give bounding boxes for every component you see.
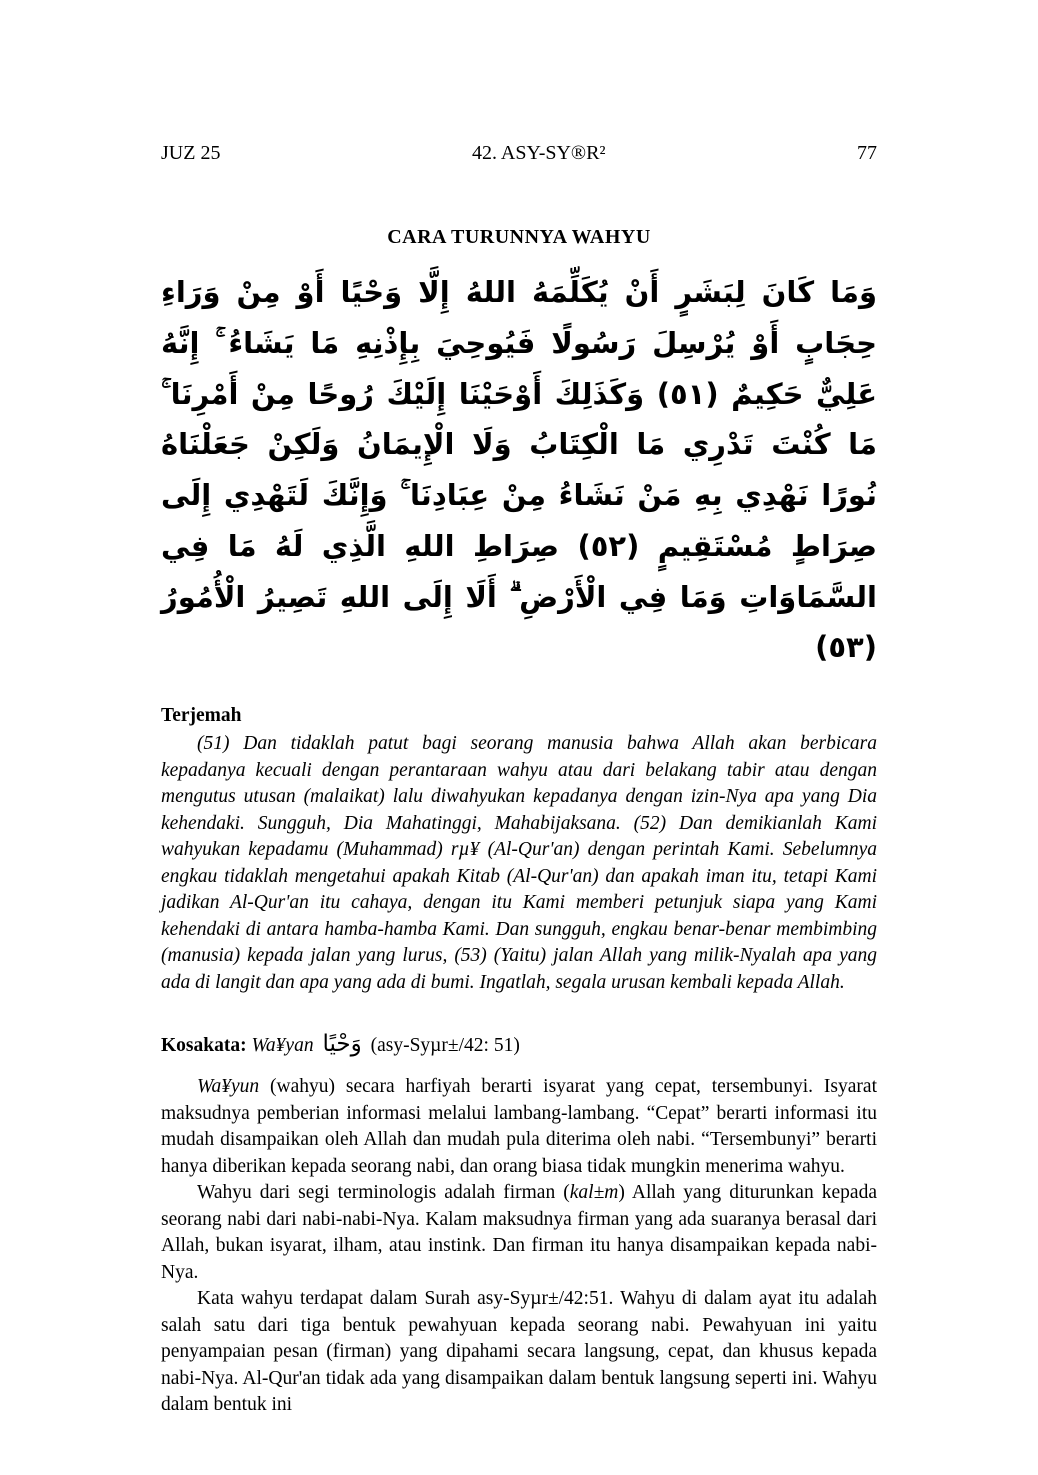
kosakata-label: Kosakata: (161, 1035, 247, 1056)
body-text-block (161, 1074, 877, 1419)
arabic-verses: وَمَا كَانَ لِبَشَرٍ أَنْ يُكَلِّمَهُ اللهُ إِلَّا وَحْيًا أَوْ مِنْ وَرَاءِ حِجَابٍ أَوْ يُرْسِلَ رَسُولًا فَيُوحِيَ بِإِذْنِهِ مَا يَشَاءُ ۚ إِنَّهُ عَلِيٌّ حَكِيمٌ (٥١) وَكَذَلِكَ أَوْحَيْنَا إِلَيْكَ رُوحًا مِنْ أَمْرِنَا ۚ مَا كُنْتَ تَدْرِي مَا الْكِتَابُ وَلَا الْإِيمَانُ وَلَكِنْ جَعَلْنَاهُ نُورًا نَهْدِي بِهِ مَنْ نَشَاءُ مِنْ عِبَادِنَا ۚ وَإِنَّكَ لَتَهْدِي إِلَى صِرَاطٍ مُسْتَقِيمٍ (٥٢) صِرَاطِ اللهِ الَّذِي لَهُ مَا فِي السَّمَاوَاتِ وَمَا فِي الْأَرْضِ ۗ أَلَا إِلَى اللهِ تَصِيرُ الْأُمُورُ (٥٣) (161, 275, 878, 665)
term-wahyun-italic: Wa¥yun (197, 1076, 260, 1097)
terjemah-heading: Terjemah (161, 705, 242, 726)
section-title: CARA TURUNNYA WAHYU (387, 226, 651, 248)
kosakata-reference: (asy-Syµr±/42: 51) (365, 1035, 520, 1056)
paragraph-kata-wahyu: Kata wahyu terdapat dalam Surah asy-Syµr±/42:51. Wahyu di dalam ayat itu adalah salah satu dari tiga bentuk pewahyuan kepada seorang nabi. Pewahyuan ini yaitu penyampaian pesan (firman) yang dipahami secara langsung, cepat, dan khusus kepada nabi-Nya. Al-Qur'an tidak ada yang disampaikan dalam bentuk langsung seperti ini. Wahyu dalam bentuk ini (161, 1288, 877, 1415)
paragraph-wahyu-harfiyah (161, 1074, 877, 1180)
paragraph-text: ) Allah yang diturunkan kepada seorang nabi dari nabi-nabi-Nya. Kalam maksudnya firman yang ada suaranya berasal dari Allah, bukan isyarat, ilham, atau instink. Dan firman itu hanya disampaikan kepada nabi-Nya. (161, 1182, 877, 1283)
juz-label: JUZ 25 (161, 142, 221, 164)
kosakata-arabic-word: وَحْيًا (322, 1031, 362, 1057)
paragraph-text: (wahyu) secara harfiyah berarti isyarat yang cepat, tersembunyi. Isyarat maksudnya pemberian informasi melalui lambang-lambang. “Cepat” berarti informasi itu mudah disampaikan oleh Allah dan mudah pula diterima oleh nabi. “Tersembunyi” berarti hanya diberikan kepada seorang nabi, dan orang biasa tidak mungkin menerima wahyu. (161, 1076, 877, 1177)
page-number: 77 (857, 142, 877, 164)
kosakata-term: Wa¥yan (246, 1035, 319, 1056)
term-kalam-italic: kal±m (569, 1182, 619, 1203)
kosakata-line (161, 1030, 877, 1060)
page-content (161, 0, 877, 1419)
surah-header-title: 42. ASY-SY®R² (472, 142, 606, 164)
page-header (161, 140, 877, 166)
paragraph-wahyu-terminologis (161, 1180, 877, 1286)
terjemah-paragraph: (51) Dan tidaklah patut bagi seorang manusia bahwa Allah akan berbicara kepadanya kecuali dengan perantaraan wahyu atau dari belakang tabir atau dengan mengutus utusan (malaikat) lalu diwahyukan kepadanya dengan izin-Nya apa yang Dia kehendaki. Sungguh, Dia Mahatinggi, Mahabijaksana. (52) Dan demikianlah Kami wahyukan kepadamu (Muhammad) rµ¥ (Al-Qur'an) dengan perintah Kami. Sebelumnya engkau tidaklah mengetahui apakah Kitab (Al-Qur'an) dan apakah iman itu, tetapi Kami jadikan Al-Qur'an itu cahaya, dengan itu Kami memberi petunjuk siapa yang Kami kehendaki di antara hamba-hamba Kami. Dan sungguh, engkau benar-benar membimbing (manusia) kepada jalan yang lurus, (53) (Yaitu) jalan Allah yang milik-Nyalah apa yang ada di langit dan apa yang ada di bumi. Ingatlah, segala urusan kembali kepada Allah. (161, 733, 877, 993)
paragraph-text: Wahyu dari segi terminologis adalah firman ( (197, 1182, 570, 1203)
